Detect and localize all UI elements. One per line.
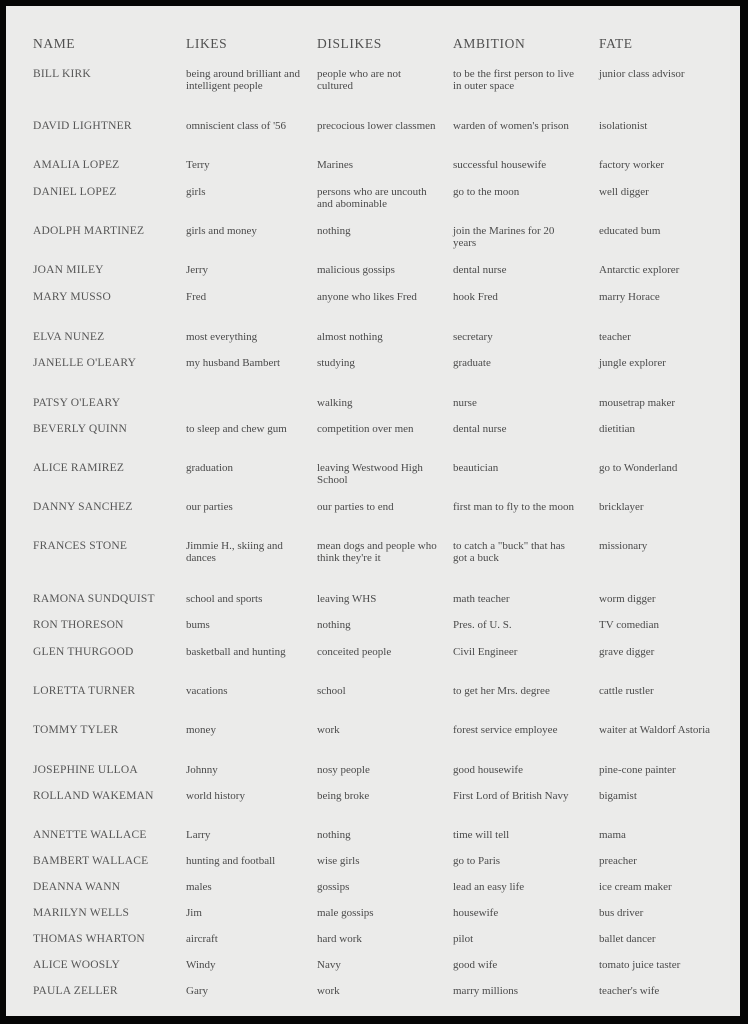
row-fate: well digger xyxy=(599,186,649,198)
row-likes: Larry xyxy=(186,829,211,841)
row-name: ALICE RAMIREZ xyxy=(33,462,125,474)
row-likes: hunting and football xyxy=(186,855,276,867)
row-dislikes: Navy xyxy=(317,959,341,971)
row-ambition: lead an easy life xyxy=(453,881,525,893)
row-ambition: join the Marines for 20 years xyxy=(453,225,555,249)
row-fate: grave digger xyxy=(599,646,655,658)
row-likes: omniscient class of '56 xyxy=(186,120,287,132)
row-fate: jungle explorer xyxy=(599,357,666,369)
row-likes: Jerry xyxy=(186,264,208,276)
row-dislikes: persons who are uncouth and abominable xyxy=(317,186,427,210)
row-name: ROLLAND WAKEMAN xyxy=(33,790,154,802)
row-name: ALICE WOOSLY xyxy=(33,959,120,971)
row-dislikes: nothing xyxy=(317,829,351,841)
row-name: DEANNA WANN xyxy=(33,881,121,893)
row-fate: worm digger xyxy=(599,593,656,605)
row-name: ANNETTE WALLACE xyxy=(33,829,147,841)
row-ambition: pilot xyxy=(453,933,474,945)
row-fate: cattle rustler xyxy=(599,685,654,697)
row-dislikes: being broke xyxy=(317,790,370,802)
row-name: JOSEPHINE ULLOA xyxy=(33,764,138,776)
row-ambition: Civil Engineer xyxy=(453,646,518,658)
row-likes: basketball and hunting xyxy=(186,646,286,658)
row-name: JOAN MILEY xyxy=(33,264,104,276)
row-ambition: good housewife xyxy=(453,764,523,776)
row-name: BILL KIRK xyxy=(33,68,91,80)
row-fate: bricklayer xyxy=(599,501,644,513)
row-dislikes: precocious lower classmen xyxy=(317,120,436,132)
row-fate: Antarctic explorer xyxy=(599,264,680,276)
row-ambition: go to the moon xyxy=(453,186,520,198)
row-likes: aircraft xyxy=(186,933,218,945)
row-dislikes: conceited people xyxy=(317,646,392,658)
row-dislikes: male gossips xyxy=(317,907,374,919)
row-dislikes: mean dogs and people who think they're it xyxy=(317,540,437,564)
row-ambition: successful housewife xyxy=(453,159,547,171)
row-ambition: warden of women's prison xyxy=(453,120,569,132)
row-likes: girls xyxy=(186,186,206,198)
row-name: BEVERLY QUINN xyxy=(33,423,127,435)
row-dislikes: hard work xyxy=(317,933,362,945)
row-name: AMALIA LOPEZ xyxy=(33,159,120,171)
header-fate: FATE xyxy=(599,36,633,51)
row-name: PAULA ZELLER xyxy=(33,985,118,997)
row-name: DANNY SANCHEZ xyxy=(33,501,133,513)
row-ambition: go to Paris xyxy=(453,855,501,867)
row-likes: world history xyxy=(186,790,245,802)
row-ambition: secretary xyxy=(453,331,493,343)
header-likes: LIKES xyxy=(186,36,228,51)
row-likes: my husband Bambert xyxy=(186,357,281,369)
row-dislikes: malicious gossips xyxy=(317,264,395,276)
row-fate: bigamist xyxy=(599,790,637,802)
row-dislikes: nosy people xyxy=(317,764,370,776)
row-ambition: to be the first person to live in outer space xyxy=(453,68,574,92)
row-fate: isolationist xyxy=(599,120,648,132)
row-ambition: dental nurse xyxy=(453,423,507,435)
row-name: MARY MUSSO xyxy=(33,291,111,303)
row-dislikes: Marines xyxy=(317,159,354,171)
row-likes: males xyxy=(186,881,212,893)
row-ambition: graduate xyxy=(453,357,491,369)
row-likes: bums xyxy=(186,619,210,631)
row-ambition: dental nurse xyxy=(453,264,507,276)
row-fate: waiter at Waldorf Astoria xyxy=(599,724,711,736)
header-ambition: AMBITION xyxy=(453,36,526,51)
row-dislikes: anyone who likes Fred xyxy=(317,291,417,303)
row-name: FRANCES STONE xyxy=(33,540,128,552)
row-ambition: First Lord of British Navy xyxy=(453,790,569,802)
row-name: TOMMY TYLER xyxy=(33,724,119,736)
row-fate: educated bum xyxy=(599,225,661,237)
row-dislikes: nothing xyxy=(317,225,351,237)
row-dislikes: people who are not cultured xyxy=(317,68,401,92)
row-ambition: marry millions xyxy=(453,985,519,997)
row-dislikes: gossips xyxy=(317,881,350,893)
row-name: LORETTA TURNER xyxy=(33,685,136,697)
row-ambition: time will tell xyxy=(453,829,510,841)
row-name: JANELLE O'LEARY xyxy=(33,357,137,369)
row-name: MARILYN WELLS xyxy=(33,907,130,919)
row-dislikes: work xyxy=(317,724,340,736)
row-ambition: nurse xyxy=(453,397,477,409)
row-fate: dietitian xyxy=(599,423,636,435)
row-dislikes: school xyxy=(317,685,346,697)
row-fate: teacher xyxy=(599,331,631,343)
row-likes: girls and money xyxy=(186,225,257,237)
row-fate: junior class advisor xyxy=(599,68,685,80)
row-fate: teacher's wife xyxy=(599,985,660,997)
row-likes: money xyxy=(186,724,216,736)
row-ambition: to catch a "buck" that has got a buck xyxy=(453,540,565,564)
row-likes: Terry xyxy=(186,159,210,171)
row-ambition: first man to fly to the moon xyxy=(453,501,574,513)
row-name: RAMONA SUNDQUIST xyxy=(33,593,155,605)
row-likes: school and sports xyxy=(186,593,263,605)
row-likes: to sleep and chew gum xyxy=(186,423,287,435)
row-likes: Johnny xyxy=(186,764,218,776)
row-ambition: to get her Mrs. degree xyxy=(453,685,550,697)
row-fate: preacher xyxy=(599,855,637,867)
row-ambition: math teacher xyxy=(453,593,510,605)
row-ambition: good wife xyxy=(453,959,498,971)
row-fate: pine-cone painter xyxy=(599,764,676,776)
row-fate: bus driver xyxy=(599,907,644,919)
row-ambition: forest service employee xyxy=(453,724,558,736)
row-name: ELVA NUNEZ xyxy=(33,331,105,343)
row-fate: factory worker xyxy=(599,159,665,171)
row-name: BAMBERT WALLACE xyxy=(33,855,149,867)
row-dislikes: leaving Westwood High School xyxy=(317,462,423,486)
row-name: DANIEL LOPEZ xyxy=(33,186,117,198)
row-dislikes: walking xyxy=(317,397,353,409)
row-dislikes: almost nothing xyxy=(317,331,383,343)
row-fate: TV comedian xyxy=(599,619,659,631)
row-dislikes: competition over men xyxy=(317,423,414,435)
row-dislikes: work xyxy=(317,985,340,997)
row-fate: ice cream maker xyxy=(599,881,672,893)
row-name: ADOLPH MARTINEZ xyxy=(33,225,145,237)
row-fate: tomato juice taster xyxy=(599,959,681,971)
header-dislikes: DISLIKES xyxy=(317,36,382,51)
row-dislikes: nothing xyxy=(317,619,351,631)
row-name: GLEN THURGOOD xyxy=(33,646,134,658)
row-fate: missionary xyxy=(599,540,648,552)
row-likes: Fred xyxy=(186,291,207,303)
row-fate: marry Horace xyxy=(599,291,660,303)
row-fate: mama xyxy=(599,829,626,841)
row-dislikes: studying xyxy=(317,357,355,369)
row-name: DAVID LIGHTNER xyxy=(33,120,132,132)
row-ambition: housewife xyxy=(453,907,499,919)
row-likes: Jimmie H., skiing and dances xyxy=(186,540,283,564)
row-likes: most everything xyxy=(186,331,258,343)
row-name: RON THORESON xyxy=(33,619,124,631)
row-dislikes: leaving WHS xyxy=(317,593,377,605)
yearbook-page xyxy=(6,6,740,1016)
row-name: THOMAS WHARTON xyxy=(33,933,145,945)
row-dislikes: our parties to end xyxy=(317,501,394,513)
row-likes: Gary xyxy=(186,985,208,997)
header-name: NAME xyxy=(33,36,76,51)
column-headers xyxy=(6,36,740,56)
row-ambition: beautician xyxy=(453,462,499,474)
row-ambition: hook Fred xyxy=(453,291,498,303)
row-likes: Windy xyxy=(186,959,216,971)
row-likes: graduation xyxy=(186,462,234,474)
row-likes: being around brilliant and intelligent people xyxy=(186,68,300,92)
row-dislikes: wise girls xyxy=(317,855,360,867)
row-fate: go to Wonderland xyxy=(599,462,678,474)
row-fate: ballet dancer xyxy=(599,933,656,945)
row-name: PATSY O'LEARY xyxy=(33,397,121,409)
row-fate: mousetrap maker xyxy=(599,397,676,409)
row-likes: our parties xyxy=(186,501,233,513)
row-ambition: Pres. of U. S. xyxy=(453,619,512,631)
row-likes: Jim xyxy=(186,907,202,919)
row-likes: vacations xyxy=(186,685,228,697)
